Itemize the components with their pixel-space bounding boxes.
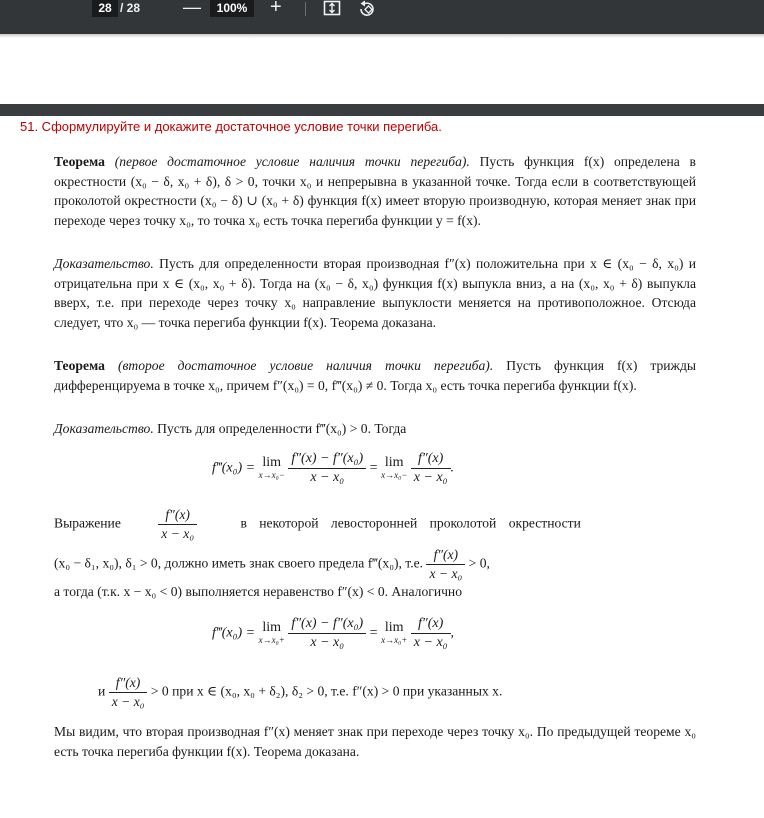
theorem-2-title: (второе достаточное условие наличия точки перегиба). [117, 358, 494, 373]
page-number-input[interactable]: 28 [92, 0, 118, 17]
proof-1-heading: Доказательство. [54, 256, 154, 271]
expression-fraction [158, 506, 197, 543]
page-top-edge [0, 34, 764, 38]
fraction-denominator: x − x₀ [413, 470, 448, 485]
page-total: / 28 [120, 1, 141, 15]
fraction-denominator: x − x₀ [310, 470, 345, 485]
formula-1-fraction [288, 450, 366, 487]
zoom-out-button[interactable]: — [183, 0, 201, 17]
lim-subscript: x→x₀+ [381, 634, 408, 645]
then-line: а тогда (т.к. x − x₀ < 0) выполняется неравенство f″(x) < 0. Аналогично [54, 584, 463, 599]
expression-rest: в некоторой левосторонней проколотой окрестности [240, 515, 581, 531]
theorem-1-body: Пусть функция f(x) определена в окрестности (x₀ − δ, x₀ + δ), δ > 0, точки x₀ и непрерывна в указанной точке. Тогда если в соответствующей проколотой окрестности (x₀ − δ) ∪ (x₀ + δ) функция f(x) имеет вторую производную, которая меняет знак при переходе через точку x₀, то точка x₀ есть точка перегиба функции y = f(x). [54, 154, 696, 229]
zoom-in-button[interactable]: + [270, 0, 282, 18]
formula-2-fraction-2 [411, 615, 451, 652]
proof-2-heading: Доказательство. [54, 421, 154, 436]
fraction-denominator: x − x₀ [413, 635, 448, 650]
equals-sign: = [369, 460, 378, 476]
fraction-numerator: f″(x) [109, 674, 148, 693]
formula-1-lim [259, 456, 285, 482]
equals-sign: = [369, 625, 378, 641]
theorem-2-body: Пусть функция f(x) трижды дифференцируема в точке x₀, причем f″(x₀) = 0, f‴(x₀) ≠ 0. Тогда x₀ есть точка перегиба функции f(x). [54, 358, 696, 393]
lim-label: lim [384, 619, 404, 635]
and-rest: > 0 при x ∈ (x₀, x₀ + δ₂), δ₂ > 0, т.е. f″(x) > 0 при указанных x. [150, 683, 503, 699]
formula-right-limit [212, 615, 454, 652]
proof-1 [54, 254, 696, 333]
theorem-1-title: (первое достаточное условие наличия точки перегиба). [114, 154, 470, 169]
sign-text: (x₀ − δ₁, x₀), δ₁ > 0, должно иметь знак своего предела f‴(x₀), т.е. [54, 555, 424, 571]
fraction-numerator: f″(x) − f″(x₀) [288, 615, 366, 634]
fraction-numerator: f″(x) [411, 615, 451, 634]
lim-label: lim [262, 619, 282, 635]
fraction-denominator: x − x₀ [161, 526, 195, 541]
formula-1-fraction-2 [411, 450, 451, 487]
sign-tail: > 0, [468, 555, 490, 571]
rotate-icon[interactable] [357, 0, 377, 20]
lim-subscript: x→x₀− [258, 469, 285, 480]
proof-2-intro: Пусть для определенности f‴(x₀) > 0. Тогда [157, 421, 407, 436]
formula-2-lim [259, 621, 285, 647]
pdf-toolbar [0, 0, 764, 34]
fraction-denominator: x − x₀ [310, 635, 345, 650]
fraction-denominator: x − x₀ [429, 566, 463, 581]
formula-end-mark: . [450, 460, 455, 476]
expression-line [54, 506, 696, 543]
theorem-2-heading: Теорема [54, 358, 105, 373]
sign-fraction [426, 546, 465, 583]
lim-label: lim [262, 454, 282, 470]
theorem-1 [54, 152, 696, 231]
fraction-denominator: x − x₀ [111, 694, 145, 709]
formula-2-lhs: f‴(x₀) = [212, 625, 256, 641]
lim-subscript: x→x₀− [381, 469, 408, 480]
zoom-level-input[interactable]: 100% [210, 0, 254, 17]
question-heading: 51. Сформулируйте и докажите достаточное условие точки перегиба. [20, 119, 442, 134]
lim-subscript: x→x₀+ [258, 634, 285, 645]
fraction-numerator: f″(x) [426, 546, 465, 565]
theorem-2 [54, 356, 696, 395]
fraction-numerator: f″(x) [158, 506, 197, 525]
formula-2-lim-2 [381, 621, 407, 647]
proof-1-body: Пусть для определенности вторая производная f″(x) положительна при x ∈ (x₀ − δ, x₀) и отрицательна при x ∈ (x₀, x₀ + δ). Тогда на (x₀ − δ, x₀) функция f(x) выпукла вниз, а на (x₀, x₀ + δ) выпукла вверх, т.е. при переходе через точку x₀ направление выпуклости меняется на противоположное. Отсюда следует, что x₀ — точка перегиба функции f(x). Теорема доказана. [54, 256, 696, 331]
formula-2-fraction [288, 615, 366, 652]
proof-2 [54, 419, 696, 439]
lim-label: lim [384, 454, 404, 470]
page-separator [0, 104, 764, 116]
fraction-numerator: f″(x) [411, 450, 451, 469]
expression-word: Выражение [54, 515, 121, 531]
formula-1-lim-2 [381, 456, 407, 482]
theorem-1-heading: Теорема [54, 154, 105, 169]
and-line [98, 674, 502, 711]
and-word: и [98, 683, 106, 699]
formula-left-limit [212, 450, 454, 487]
fraction-numerator: f″(x) − f″(x₀) [288, 450, 366, 469]
sign-line [54, 546, 490, 583]
conclusion: Мы видим, что вторая производная f″(x) меняет знак при переходе через точку x₀. По предыдущей теореме x₀ есть точка перегиба функции f(x). Теорема доказана. [54, 724, 696, 759]
formula-end-mark: , [450, 625, 455, 641]
fit-page-icon[interactable] [323, 0, 341, 19]
and-fraction [109, 674, 148, 711]
toolbar-divider [305, 2, 306, 16]
formula-1-lhs: f‴(x₀) = [212, 460, 256, 476]
